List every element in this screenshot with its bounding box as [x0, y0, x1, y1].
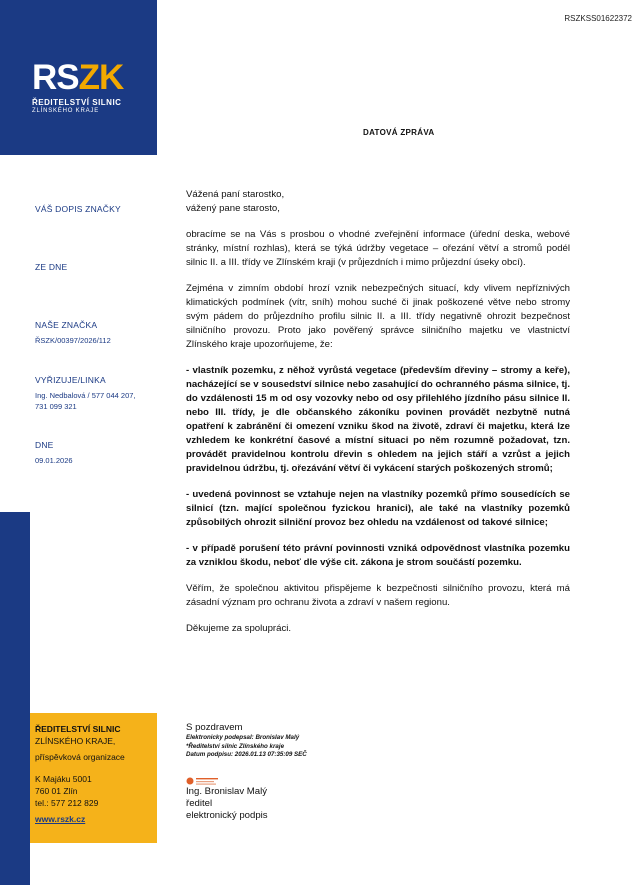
- meta-our-ref-value: ŘSZK/00397/2026/112: [35, 336, 111, 345]
- paragraph-context: Zejména v zimním období hrozí vznik nebezpečných situací, kdy vlivem nepříznivých klimatických podmínek (vítr, sníh) mohou suché či jinak poškozené větve nebo stromy svým pádem do průjezdního profilu silnic II. a III. třídy negativně ohrozit bezpečnost silničního provozu. Proto jako pověřený správce silničního majetku ve vlastnictví Zlínského kraje upozorňujeme, že:: [186, 283, 570, 350]
- org-phone: tel.: 577 212 829: [35, 798, 99, 808]
- logo-mark: [32, 60, 137, 96]
- org-contact-box: [30, 713, 157, 843]
- meta-our-ref: [35, 320, 111, 346]
- meta-handler: [35, 375, 136, 412]
- e-signature-date: Datum podpisu: 2026.01.13 07:35:09 SEČ: [186, 751, 307, 758]
- paragraph-obligation-3: - v případě porušení této právní povinnosti vzniká odpovědnost vlastníka pozemku za vzniklou škodu, neboť dle výše cit. zákona je strom součástí pozemku.: [186, 543, 570, 568]
- org-street: K Majáku 5001: [35, 774, 92, 784]
- document-reference-code: RSZKSS01622372: [564, 14, 632, 23]
- meta-your-ref-label: VÁŠ DOPIS ZNAČKY: [35, 204, 121, 214]
- meta-our-ref-label: NAŠE ZNAČKA: [35, 320, 98, 330]
- meta-from-date: [35, 262, 67, 272]
- sidebar-blue-strip: [0, 512, 30, 885]
- paragraph-closing: Věřím, že společnou aktivitou přispějeme k bezpečnosti silničního provozu, která má zásadní význam pro ochranu života a zdraví v našem regionu.: [186, 583, 570, 608]
- meta-handler-label: VYŘIZUJE/LINKA: [35, 375, 106, 385]
- logo-mark-rs: RS: [32, 58, 79, 97]
- rszk-logo: [32, 60, 137, 114]
- paragraph-thanks: Děkujeme za spolupráci.: [186, 623, 292, 634]
- signer-role: ředitel: [186, 797, 213, 809]
- meta-date-value: 09.01.2026: [35, 456, 73, 465]
- org-city: 760 01 Zlín: [35, 786, 78, 796]
- paragraph-obligation-2: - uvedená povinnost se vztahuje nejen na vlastníky pozemků přímo sousedících se silnicí (tzn. mající společnou fyzickou hranici), ale také na vlastníky pozemků způsobilých ohrozit silniční provoz bez ohledu na vzdálenost od takové silnice;: [186, 489, 570, 528]
- logo-org-name: ŘEDITELSTVÍ SILNIC: [32, 98, 122, 107]
- logo-org-region: ZLÍNSKÉHO KRAJE: [32, 108, 100, 114]
- org-website-link[interactable]: www.rszk.cz: [35, 814, 86, 824]
- document-title: DATOVÁ ZPRÁVA: [363, 128, 435, 137]
- signature-seal-icon: [186, 775, 220, 787]
- signature-block: [186, 722, 486, 822]
- e-signature-signer: Elektronicky podepsal: Bronislav Malý: [186, 734, 300, 741]
- brand-header-block: [0, 0, 157, 155]
- org-name-region: ZLÍNSKÉHO KRAJE,: [35, 736, 116, 746]
- e-signature-org: *Ředitelství silnic Zlínského kraje: [186, 742, 285, 750]
- meta-date-label: DNE: [35, 440, 54, 450]
- logo-mark-zk: ZK: [78, 58, 124, 97]
- org-name: ŘEDITELSTVÍ SILNIC: [35, 724, 121, 734]
- meta-date: [35, 440, 73, 466]
- greeting-line-1: Vážená paní starostko,: [186, 189, 285, 200]
- meta-handler-line-1: Ing. Nedbalová / 577 044 207,: [35, 391, 136, 400]
- org-type: příspěvková organizace: [35, 752, 125, 762]
- greeting-line-2: vážený pane starosto,: [186, 203, 280, 214]
- signature-method: elektronický podpis: [186, 809, 268, 821]
- meta-handler-value: [35, 390, 136, 412]
- paragraph-intro: obracíme se na Vás s prosbou o vhodné zveřejnění informace (úřední deska, webové stránky, místní rozhlas), která se týká údržby vegetace – ořezání větví a stromů podél silnic II. a III. třídy ve Zlínském kraji (v průjezdních i mimo průjezdní úseky obcí).: [186, 229, 570, 268]
- meta-from-date-label: ZE DNE: [35, 262, 68, 272]
- signer-name: Ing. Bronislav Malý: [186, 785, 268, 797]
- meta-your-ref: [35, 204, 121, 214]
- closing-phrase: S pozdravem: [186, 722, 243, 733]
- meta-handler-line-2: 731 099 321: [35, 402, 77, 411]
- paragraph-obligation-1: - vlastník pozemku, z něhož vyrůstá vegetace (především dřeviny – stromy a keře), nacházející se v sousedství silnice nebo zasahující do ochranného pásma silnice, tj. do vzdálenosti 15 m od osy vozovky nebo od osy přilehlého jízdního pásu silnice II. nebo III. třídy, je dle občanského zákoníku povinen provádět nezbytně nutná opatření k zabránění či omezení vzniku škod na životě, zdraví či majetku, která lze vzhledem ke konkrétní časové a místní situaci po něm rozumně požadovat, tzn. provádět pravidelnou kontrolu dřevin s ohledem na jejich stáří a vzrůst a jejich pravidelnou údržbu, tj. ořezávání větví či vykácení starých poškozených stromů;: [186, 365, 570, 474]
- letter-body: [186, 188, 570, 636]
